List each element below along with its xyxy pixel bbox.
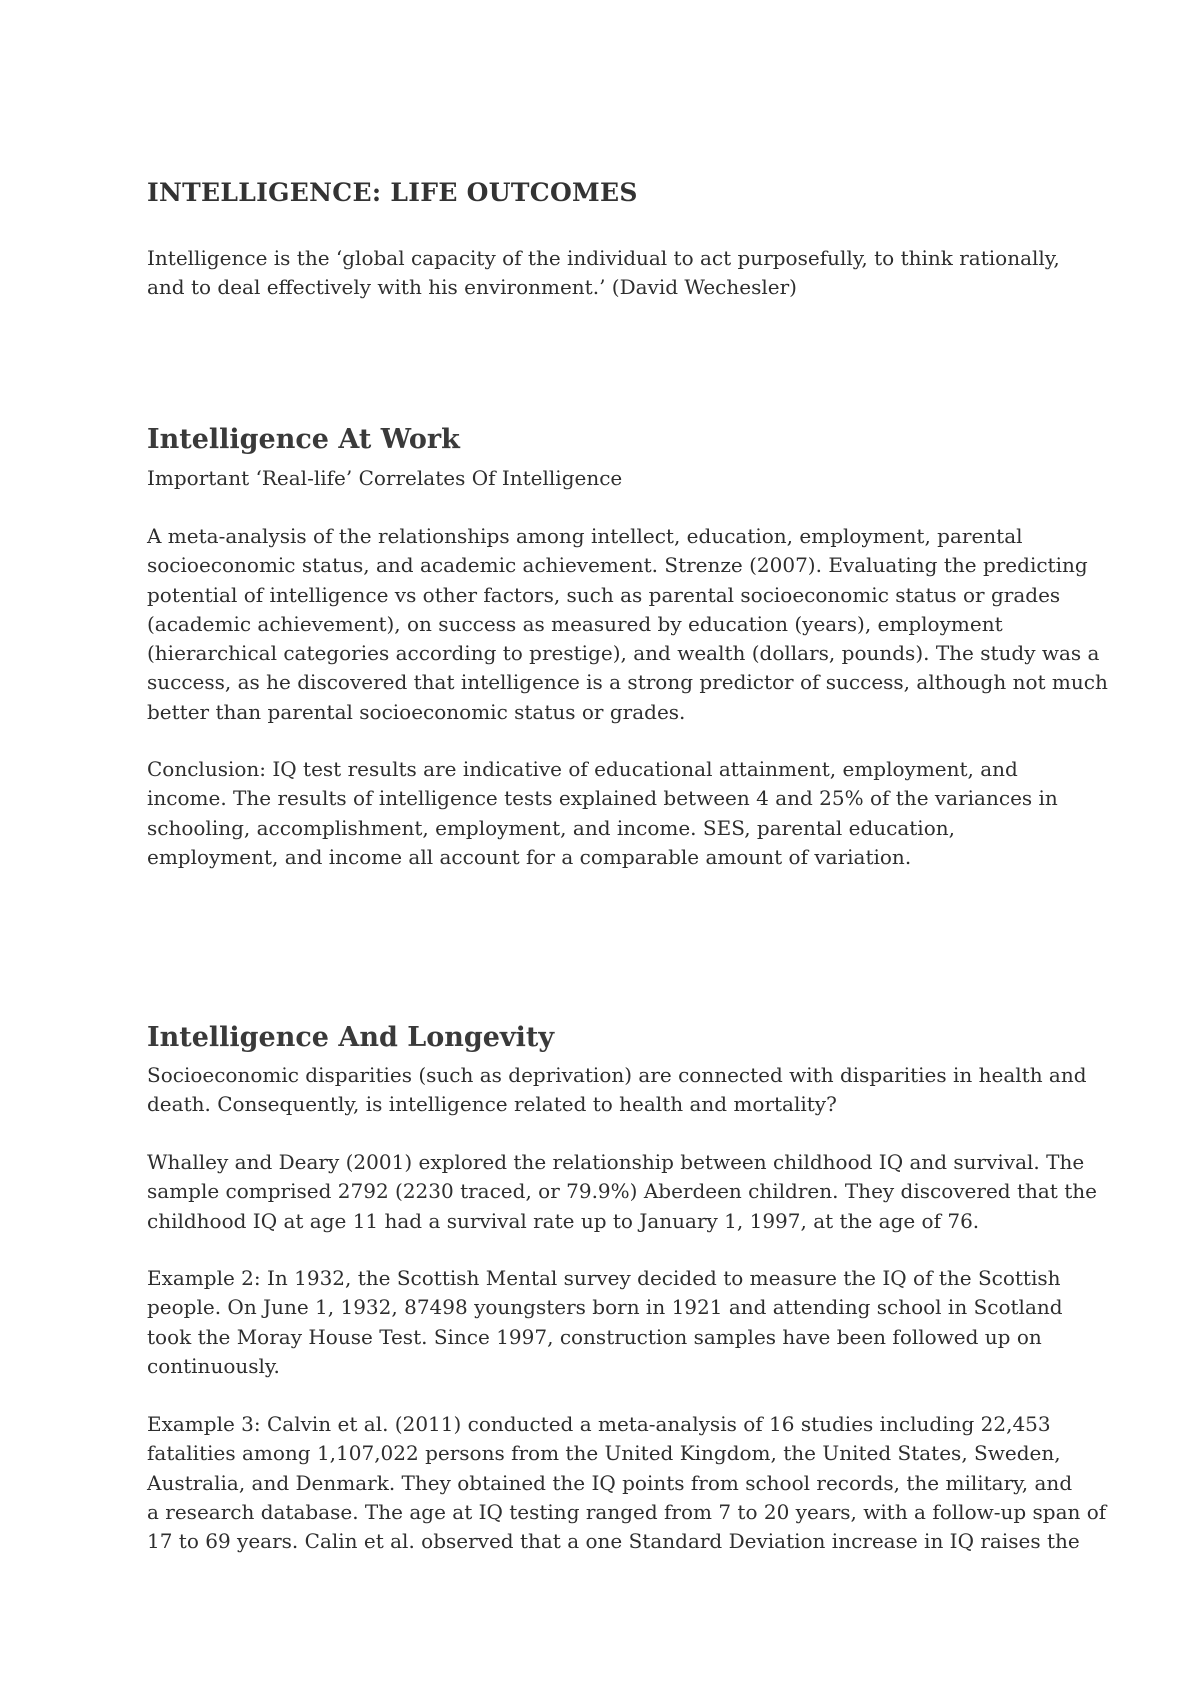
section-heading-work: Intelligence At Work	[147, 424, 460, 455]
text-line: sample comprised 2792 (2230 traced, or 79.9%) Aberdeen children. They discovered that the	[147, 1179, 1097, 1204]
paragraph-example-3	[147, 1410, 1106, 1556]
text-line: people. On June 1, 1932, 87498 youngsters born in 1921 and attending school in Scotland	[147, 1295, 1063, 1320]
text-line: death. Consequently, is intelligence related to health and mortality?	[147, 1092, 837, 1117]
text-line: income. The results of intelligence tests explained between 4 and 25% of the variances in	[147, 786, 1058, 811]
paragraph-whalley-deary	[147, 1148, 1097, 1236]
section-heading-longevity: Intelligence And Longevity	[147, 1022, 555, 1053]
text-line: childhood IQ at age 11 had a survival rate up to January 1, 1997, at the age of 76.	[147, 1208, 980, 1233]
paragraph-example-2	[147, 1264, 1063, 1381]
text-line: socioeconomic status, and academic achievement. Strenze (2007). Evaluating the predicting	[147, 553, 1088, 578]
text-line: a research database. The age at IQ testing ranged from 7 to 20 years, with a follow-up span of	[147, 1499, 1107, 1524]
text-line: schooling, accomplishment, employment, and income. SES, parental education,	[147, 815, 955, 840]
document-title: INTELLIGENCE: LIFE OUTCOMES	[147, 178, 638, 207]
text-line: 17 to 69 years. Calin et al. observed that a one Standard Deviation increase in IQ raises the	[147, 1529, 1080, 1554]
text-line: Intelligence is the ‘global capacity of the individual to act purposefully, to think rationally,	[147, 246, 1060, 270]
text-line: Socioeconomic disparities (such as deprivation) are connected with disparities in health and	[147, 1063, 1087, 1087]
text-line: (academic achievement), on success as measured by education (years), employment	[147, 611, 1003, 636]
text-line: Australia, and Denmark. They obtained the IQ points from school records, the military, and	[147, 1470, 1073, 1495]
text-line: continuously.	[147, 1353, 280, 1378]
text-line: Conclusion: IQ test results are indicative of educational attainment, employment, and	[147, 757, 1018, 781]
paragraph-disparities	[147, 1061, 1087, 1120]
paragraph-conclusion	[147, 755, 1058, 872]
text-line: took the Moray House Test. Since 1997, construction samples have been followed up on	[147, 1324, 1042, 1349]
section-subheading: Important ‘Real-life’ Correlates Of Intelligence	[147, 466, 623, 490]
text-line: employment, and income all account for a comparable amount of variation.	[147, 844, 912, 869]
text-line: potential of intelligence vs other factors, such as parental socioeconomic status or grades	[147, 582, 1061, 607]
intro-quote	[147, 244, 1060, 303]
text-line: A meta-analysis of the relationships among intellect, education, employment, parental	[147, 524, 1023, 548]
text-line: fatalities among 1,107,022 persons from the United Kingdom, the United States, Sweden,	[147, 1441, 1061, 1466]
text-line: Whalley and Deary (2001) explored the relationship between childhood IQ and survival. The	[147, 1150, 1085, 1174]
text-line: (hierarchical categories according to prestige), and wealth (dollars, pounds). The study was a	[147, 641, 1100, 666]
text-line: Example 3: Calvin et al. (2011) conducted a meta-analysis of 16 studies including 22,453	[147, 1412, 1051, 1436]
paragraph-meta-analysis	[147, 522, 1108, 727]
text-line: Example 2: In 1932, the Scottish Mental survey decided to measure the IQ of the Scottish	[147, 1266, 1061, 1290]
text-line: success, as he discovered that intelligence is a strong predictor of success, although not much	[147, 670, 1108, 695]
text-line: better than parental socioeconomic status or grades.	[147, 699, 686, 724]
text-line: and to deal effectively with his environment.’ (David Wechesler)	[147, 275, 797, 300]
